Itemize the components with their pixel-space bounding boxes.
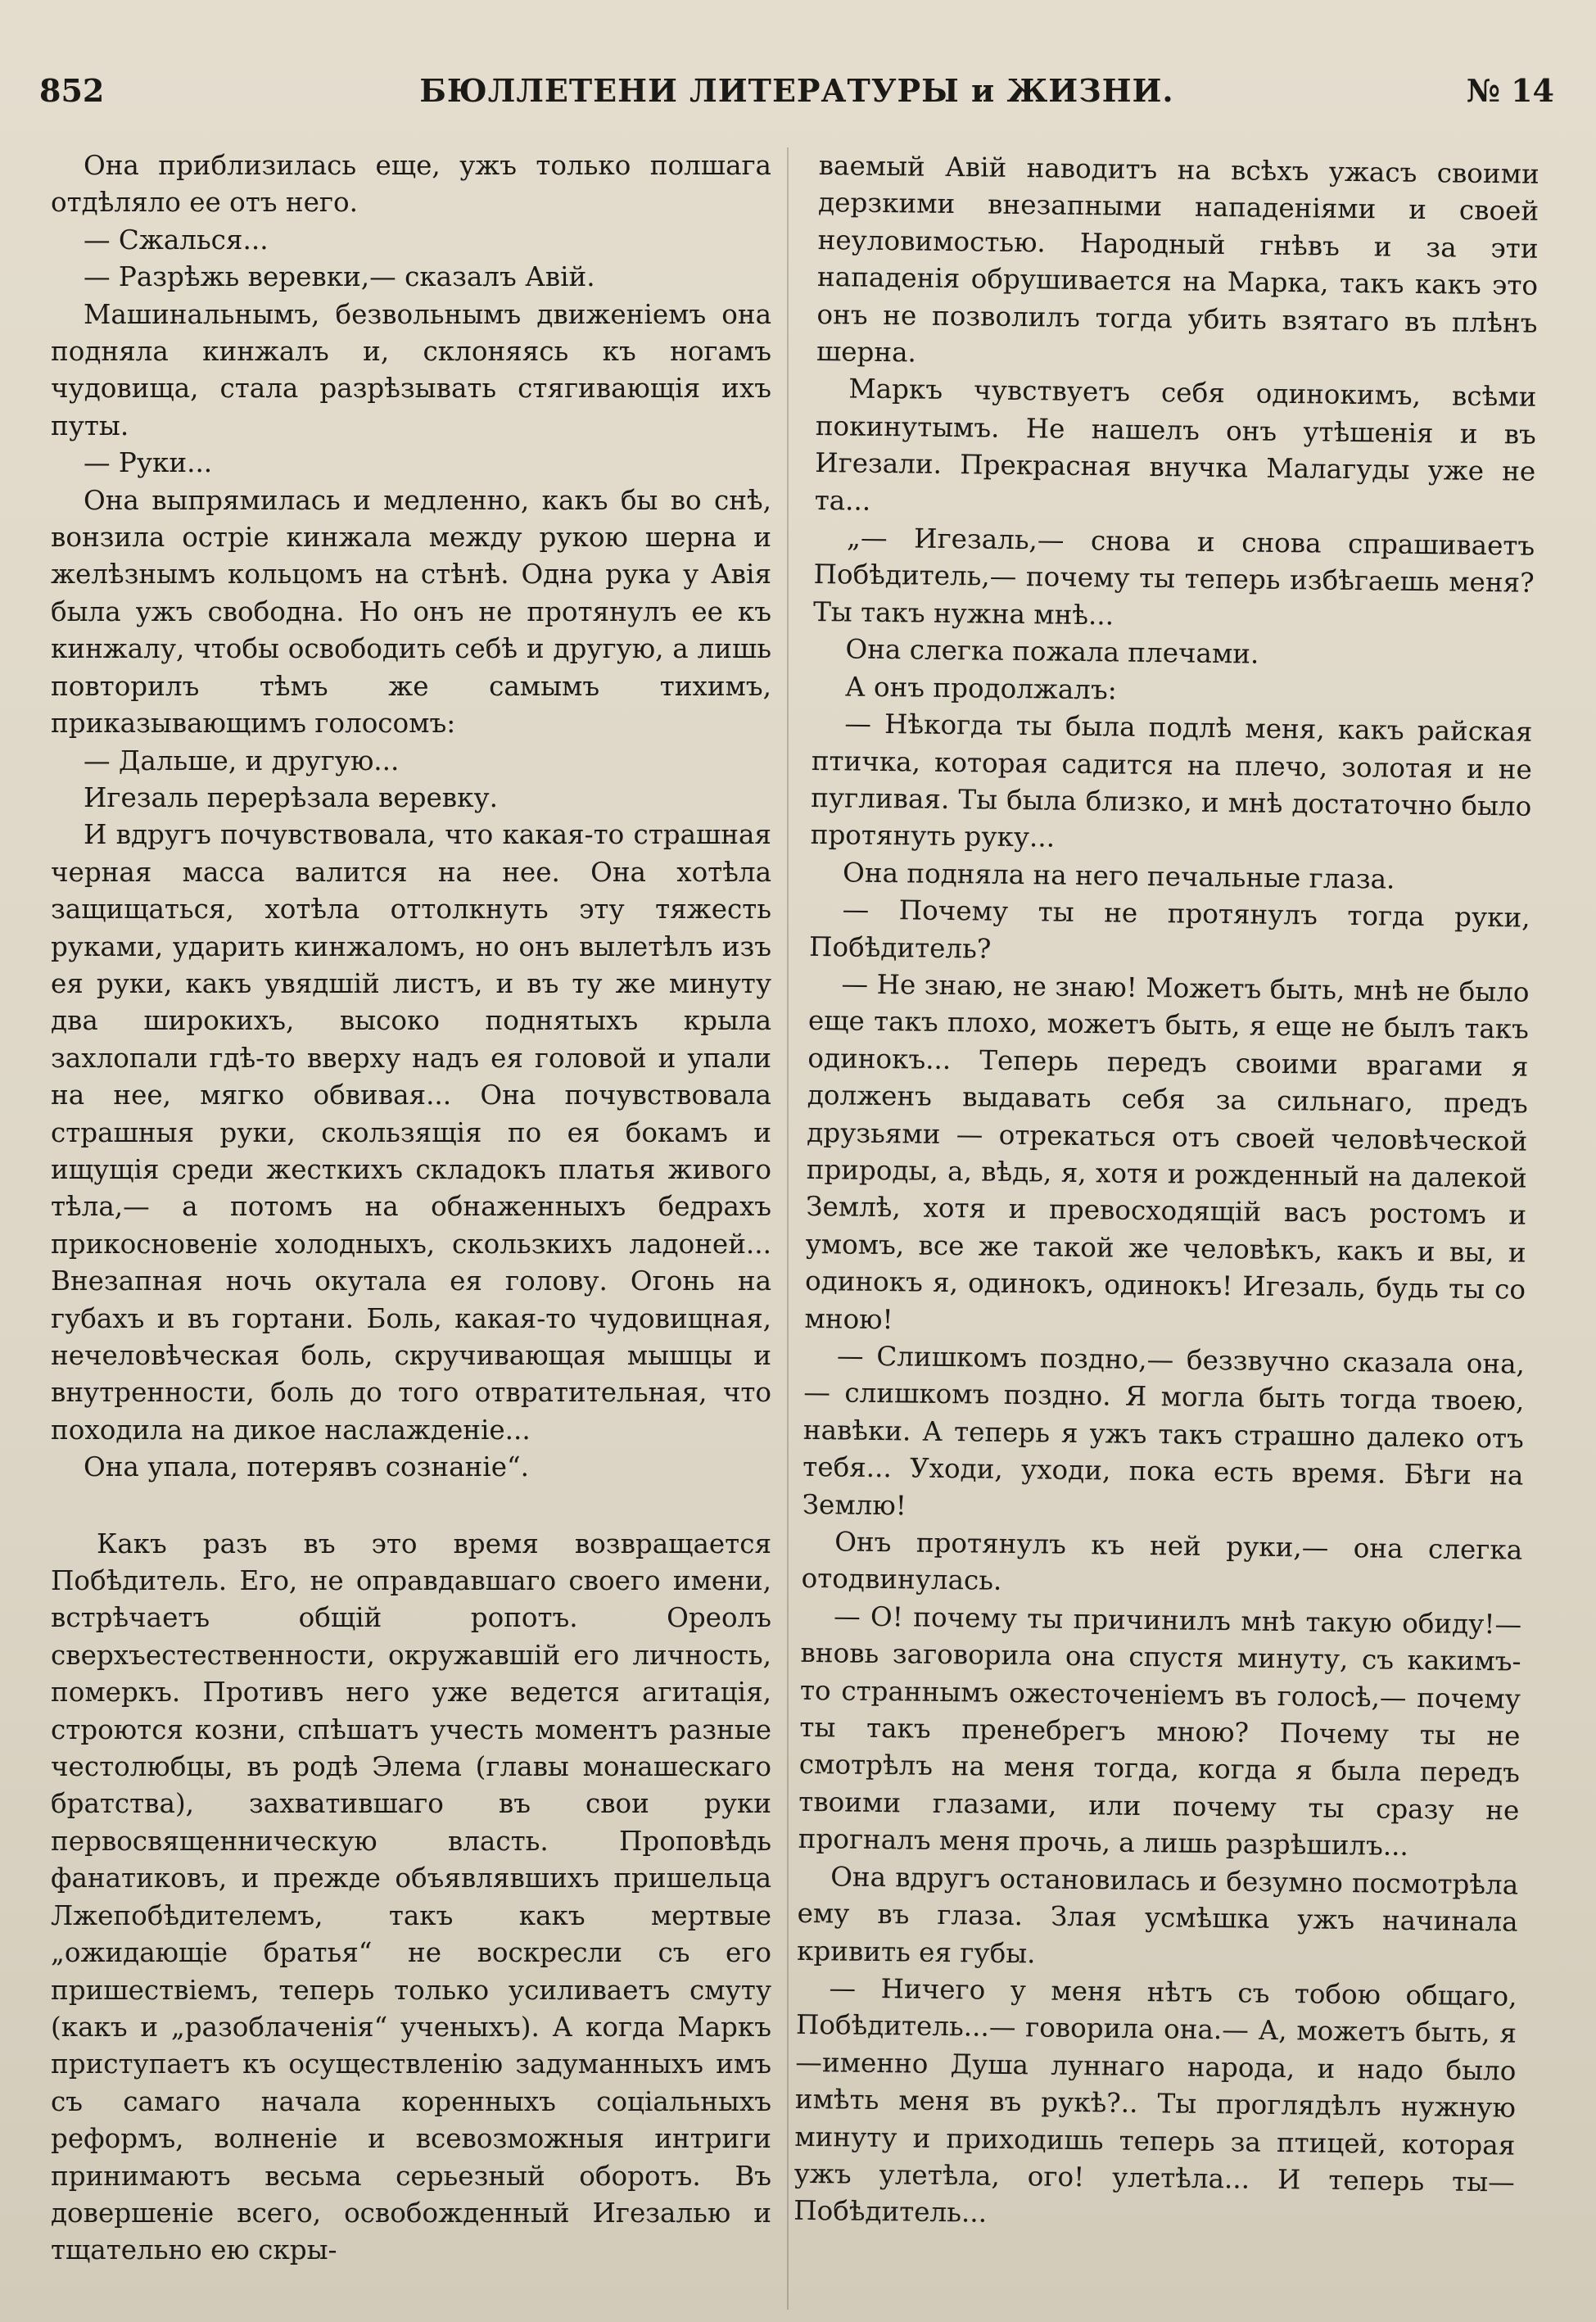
paragraph: „— Игезаль,— снова и снова спрашиваетъ Побѣдитель,— почему ты теперь избѣгаешь меня? Ты такъ нужна мнѣ... (812, 522, 1535, 631)
paragraph: Она подняла на него печальные глаза. (842, 857, 1395, 895)
page-number: 852 (39, 72, 105, 109)
paragraph: Маркъ чувствуетъ себя одинокимъ, всѣми покинутымъ. Не нашелъ онъ утѣшенія и въ Игезали. Прекрасная внучка Малагуды уже не та... (814, 373, 1537, 517)
paragraph: — Дальше, и другую... (84, 745, 400, 776)
paragraph: ваемый Авій наводитъ на всѣхъ ужасъ своими дерзкими внезапными нападеніями и своей неуловимостью. Народный гнѣвъ и за эти нападенія обрушивается на Марка, такъ какъ это онъ не позволилъ тогда убить взятаго въ плѣнъ шерна. (816, 149, 1539, 369)
paragraph: Она слегка пожала плечами. (845, 633, 1259, 670)
paragraph: А онъ продолжалъ: (844, 671, 1117, 706)
paragraph: Она выпрямилась и медленно, какъ бы во снѣ, вонзила остріе кинжала между рукою шерна и желѣзнымъ кольцомъ на стѣнѣ. Одна рука у Авія была ужъ свободна. Но онъ не протянулъ ее къ кинжалу, чтобы освободить себѣ и другую, а лишь повторилъ тѣмъ же самымъ тихимъ, приказывающимъ голосомъ: (51, 484, 771, 740)
paragraph: Она вдругъ остановилась и безумно посмотрѣла ему въ глаза. Злая усмѣшка ужъ начинала кривить ея губы. (796, 1861, 1519, 1969)
paragraph: Игезаль перерѣзала веревку. (84, 781, 499, 813)
paragraph: — Слишкомъ поздно,— беззвучно сказала она,— слишкомъ поздно. Я могла быть тогда твоею, навѣки. А теперь я ужъ такъ страшно далеко отъ тебя... Уходи, уходи, пока есть время. Бѣги на Землю! (802, 1340, 1526, 1522)
section-gap (51, 1487, 771, 1526)
paragraph: Машинальнымъ, безвольнымъ движеніемъ она подняла кинжалъ и, склоняясь къ ногамъ чудовища, стала разрѣзывать стягивающія ихъ путы. (51, 298, 771, 441)
paragraph: Она приблизилась еще, ужъ только полшага отдѣляло ее отъ него. (51, 150, 771, 219)
paragraph: — Сжалься... (84, 224, 269, 256)
issue-number: № 14 (1466, 72, 1554, 109)
paragraph: — Не знаю, не знаю! Можетъ быть, мнѣ не было еще такъ плохо, можетъ быть, я еще не былъ такъ одинокъ... Теперь передъ своими врагами я долженъ выдавать себя за сильнаго, предъ друзьями — отрекаться отъ своей человѣческой природы, а, вѣдь, я, хотя и рожденный на далекой Землѣ, хотя и превосходящій васъ ростомъ и умомъ, все же такой же человѣкъ, какъ и вы, и одинокъ я, одинокъ, одинокъ! Игезаль, будь ты со мною! (804, 968, 1530, 1335)
paragraph: Она упала, потерявъ сознаніе“. (84, 1451, 529, 1483)
paragraph: — О! почему ты причинилъ мнѣ такую обиду!— вновь заговорила она спустя минуту, съ какимъ-то страннымъ ожесточеніемъ въ голосѣ,— почему ты такъ пренебрегъ мною? Почему ты не смотрѣлъ на меня тогда, когда я была передъ твоими глазами, или почему ты сразу не прогналъ меня прочь, а лишь разрѣшилъ... (798, 1600, 1522, 1863)
paragraph: — Почему ты не протянулъ тогда руки, Побѣдитель? (808, 894, 1530, 965)
column-divider (787, 147, 789, 2310)
paragraph: — Нѣкогда ты была подлѣ меня, какъ райская птичка, которая садится на плечо, золотая и не пугливая. Ты была близко, и мнѣ достаточно было протянуть руку... (810, 708, 1533, 853)
paragraph: Какъ разъ въ это время возвращается Побѣдитель. Его, не оправдавшаго своего имени, встрѣчаетъ общій ропотъ. Ореолъ сверхъестественности, окружавшій его личность, померкъ. Противъ него уже ведется агитація, строются козни, спѣшатъ учесть моментъ разные честолюбцы, въ родѣ Элема (главы монашескаго братства), захватившаго въ свои руки первосвященническую власть. Проповѣдь фанатиковъ, и прежде объявлявшихъ пришельца Лжепобѣдителемъ, такъ какъ мертвые „ожидающіе братья“ не воскресли съ его пришествіемъ, теперь только усиливаетъ смуту (какъ и „разоблаченія“ ученыхъ). А когда Маркъ приступаетъ къ осуществленію задуманныхъ имъ съ самаго начала коренныхъ соціальныхъ реформъ, волненіе и всевозможныя интриги принимаютъ весьма серьезный оборотъ. Въ довершеніе всего, освобожденный Игезалью и тщательно ею скры- (51, 1528, 771, 2266)
paragraph: И вдругъ почувствовала, что какая-то страшная черная масса валится на нее. Она хотѣла защищаться, хотѣла оттолкнуть эту тяжесть руками, ударить кинжаломъ, но онъ вылетѣлъ изъ ея руки, какъ увядшій листъ, и въ ту же минуту два широкихъ, высоко поднятыхъ крыла захлопали гдѣ-то вверху надъ ея головой и упали на нее, мягко обвивая... Она почувствовала страшныя руки, скользящія по ея бокамъ и ищущія среди жесткихъ складокъ платья живого тѣла,— а потомъ на обнаженныхъ бедрахъ прикосновеніе холодныхъ, скользкихъ ладоней... Внезапная ночь окутала ея голову. Огонь на губахъ и въ гортани. Боль, какая-то чудовищная, нечеловѣческая боль, скручивающая мышцы и внутренности, боль до того отвратительная, что походила на дикое наслажденіе... (51, 819, 771, 1446)
page-header (39, 66, 1554, 123)
paragraph: — Ничего у меня нѣтъ съ тобою общаго, Побѣдитель...— говорила она.— А, можетъ быть, я—именно Душа луннаго народа, и надо было имѣть меня въ рукѣ?.. Ты проглядѣлъ нужную минуту и приходишь теперь за птицей, которая ужъ улетѣла, ого! улетѣла... И теперь ты—Побѣдитель... (793, 1972, 1517, 2229)
paragraph: — Руки... (84, 447, 213, 479)
journal-title: БЮЛЛЕТЕНИ ЛИТЕРАТУРЫ и ЖИЗНИ. (419, 72, 1174, 109)
paragraph: — Разрѣжь веревки,— сказалъ Авій. (84, 261, 595, 293)
paragraph: Онъ протянулъ къ ней руки,— она слегка отодвинулась. (801, 1526, 1523, 1597)
right-column (793, 147, 1539, 2238)
left-column (51, 147, 771, 2270)
